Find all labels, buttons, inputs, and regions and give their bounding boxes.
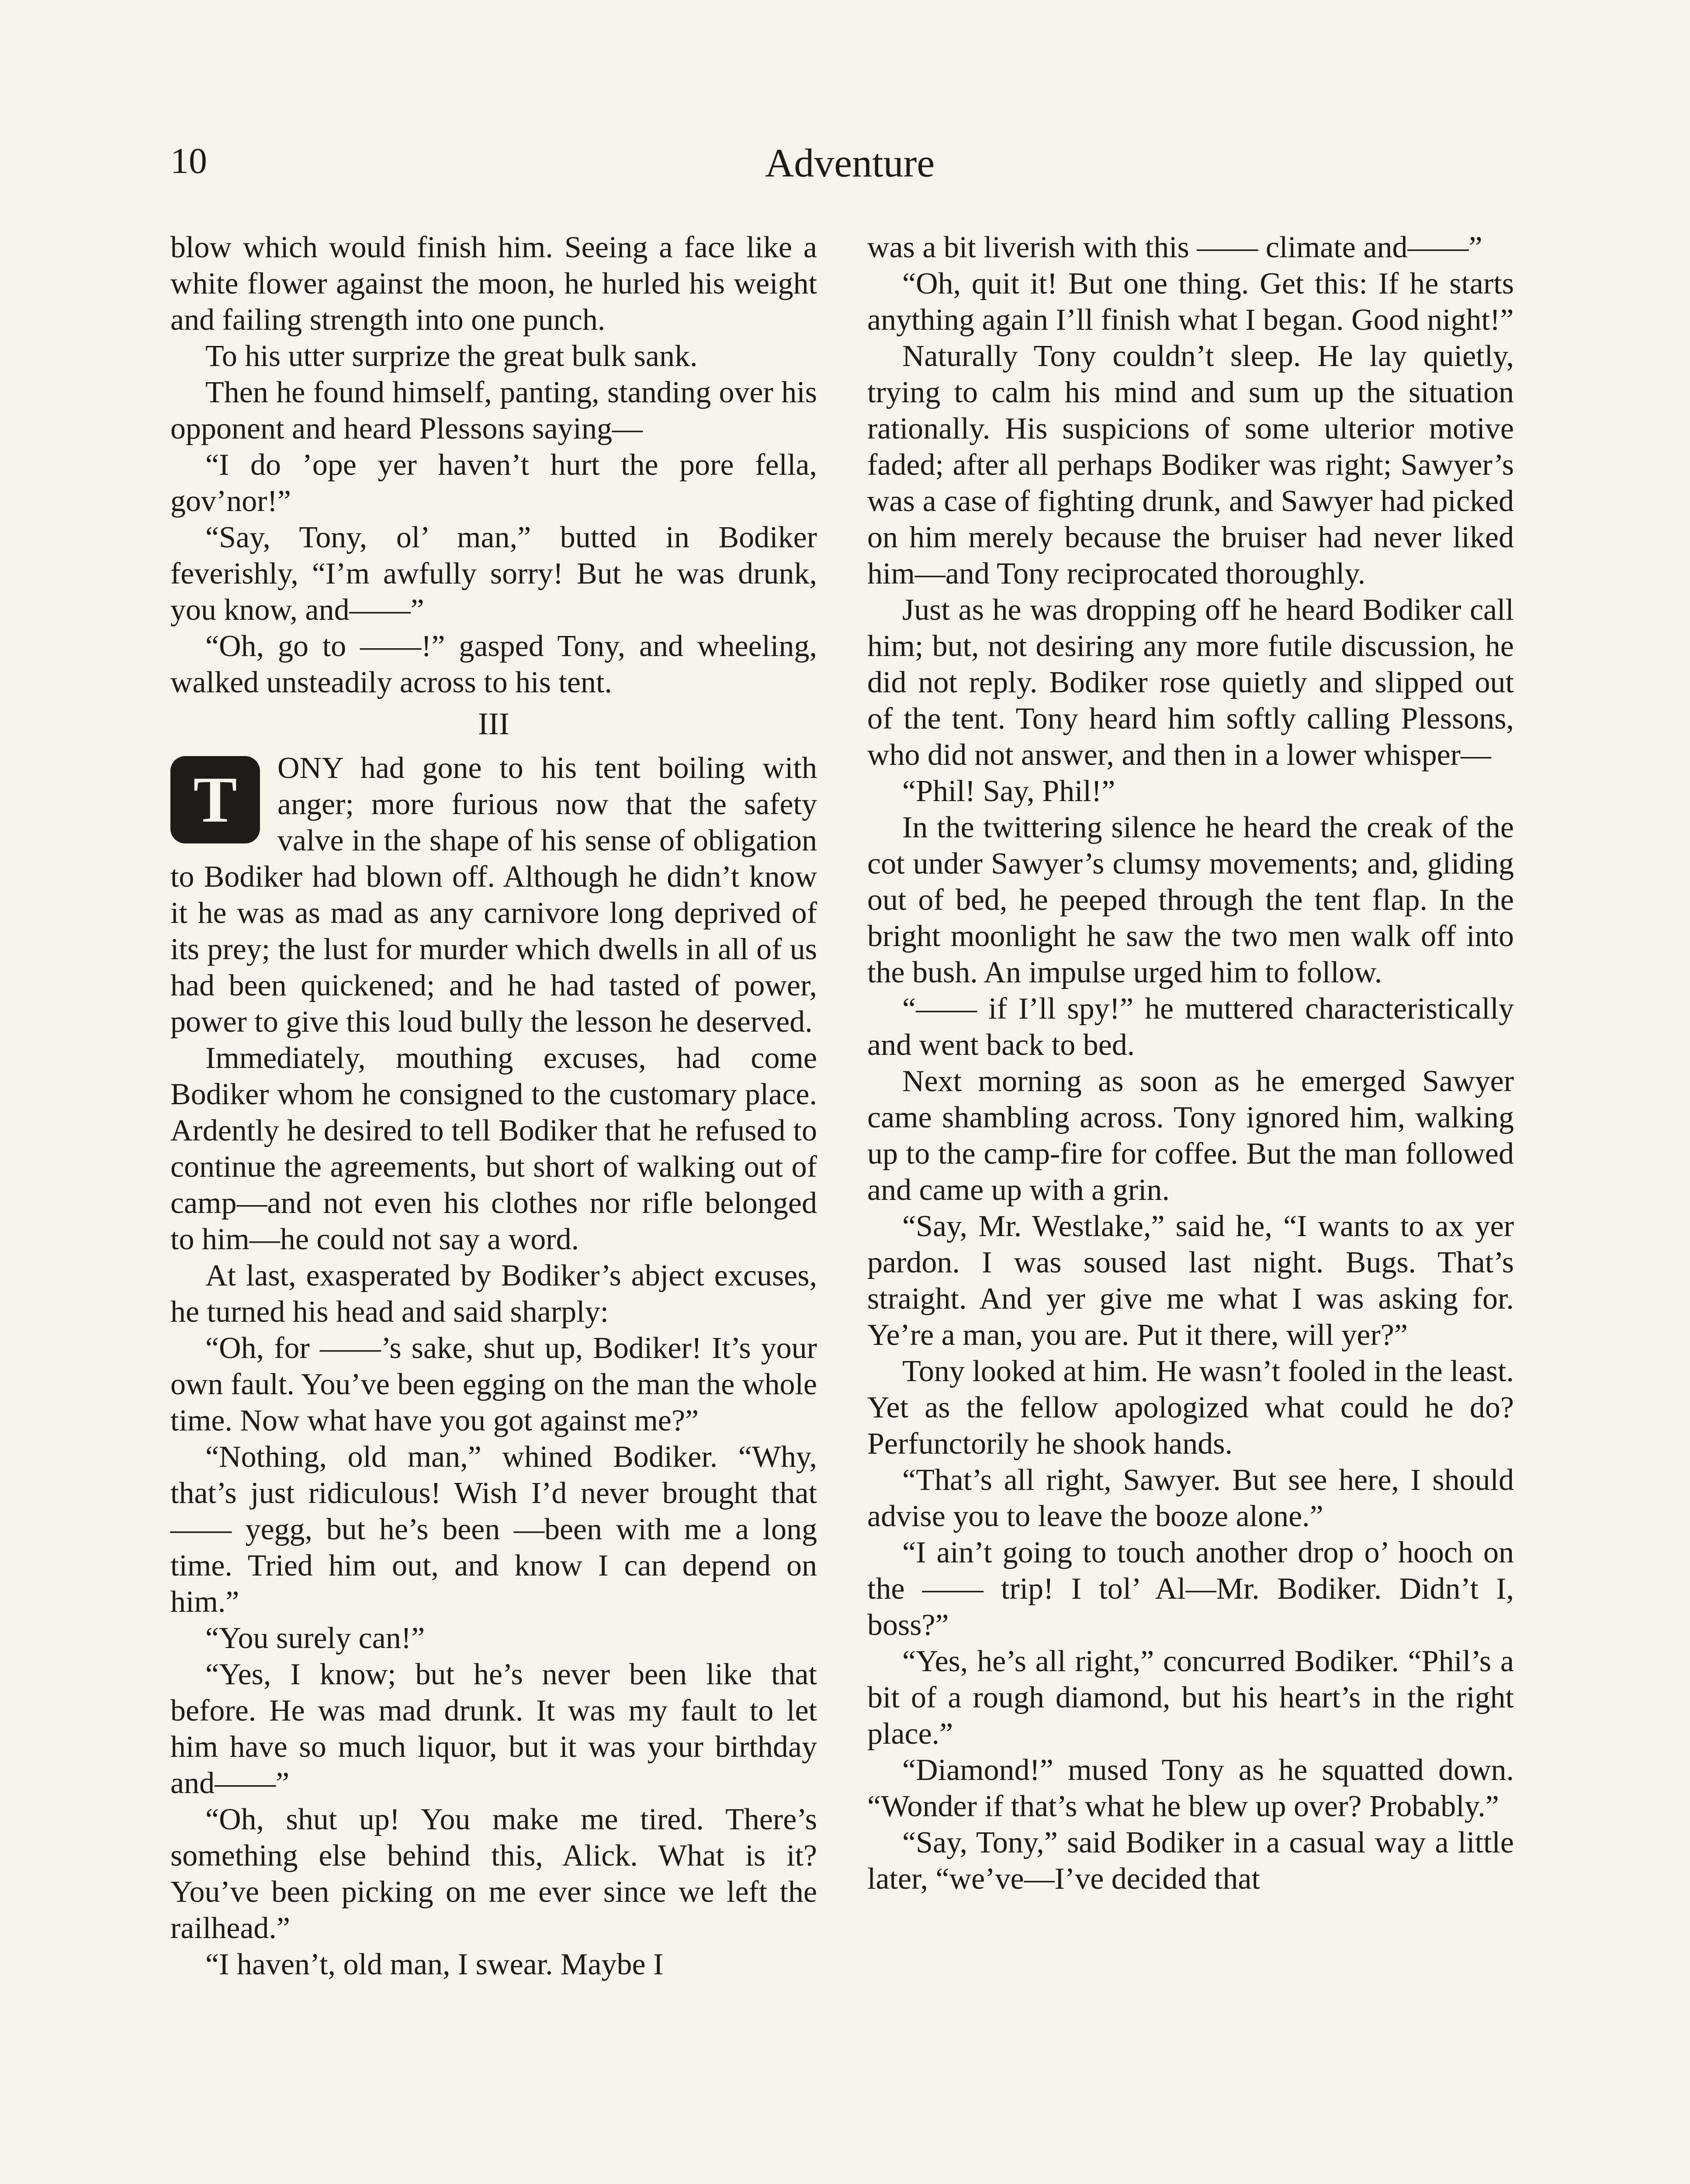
running-title: Adventure bbox=[765, 141, 935, 185]
paragraph: “Oh, go to ——!” gasped Tony, and wheeling, walked unsteadily across to his tent. bbox=[170, 629, 817, 699]
paragraph: Just as he was dropping off he heard Bodiker call him; but, not desiring any more futile discussion, he did not reply. Bodiker rose quietly and slipped out of the tent. Tony heard him softly calling Plessons, who did not answer, and then in a lower whisper— bbox=[867, 593, 1514, 772]
page-number: 10 bbox=[170, 141, 207, 181]
paragraph-text: ONY had gone to his tent boiling with anger; more furious now that the safety valve in the shape of his sense of obligation to Bodiker had blown off. Although he didn’t know it he was as mad as any carnivore long deprived of its prey; the lust for murder which dwells in all of us had been quickened; and he had tasted of power, power to give this loud bully the lesson he deserved. bbox=[170, 751, 817, 1039]
paragraph bbox=[170, 750, 817, 1040]
paragraph: “I do ’ope yer haven’t hurt the pore fella, gov’nor!” bbox=[170, 448, 817, 518]
paragraph: “That’s all right, Sawyer. But see here, I should advise you to leave the booze alone.” bbox=[867, 1463, 1514, 1533]
paragraph: blow which would finish him. Seeing a face like a white flower against the moon, he hurled his weight and failing strength into one punch. bbox=[170, 231, 817, 337]
paragraph: “Oh, shut up! You make me tired. There’s something else behind this, Alick. What is it? You’ve been picking on me ever since we left the railhead.” bbox=[170, 1803, 817, 1945]
paragraph: “You surely can!” bbox=[205, 1621, 425, 1655]
paragraph: “Say, Mr. Westlake,” said he, “I wants to ax yer pardon. I was soused last night. Bugs. That’s straight. And yer give me what I was asking for. Ye’re a man, you are. Put it there, will yer?” bbox=[867, 1209, 1514, 1352]
paragraph: “Say, Tony, ol’ man,” butted in Bodiker feverishly, “I’m awfully sorry! But he was drunk, you know, and——” bbox=[170, 521, 817, 627]
paragraph: Then he found himself, panting, standing over his opponent and heard Plessons saying— bbox=[170, 376, 817, 446]
paragraph: “Yes, he’s all right,” concurred Bodiker. “Phil’s a bit of a rough diamond, but his heart’s in the right place.” bbox=[867, 1645, 1514, 1751]
paragraph: “—— if I’ll spy!” he muttered characteristically and went back to bed. bbox=[867, 992, 1514, 1062]
paragraph: “Oh, quit it! But one thing. Get this: If he starts anything again I’ll finish what I began. Good night!” bbox=[867, 267, 1514, 337]
paragraph: Naturally Tony couldn’t sleep. He lay quietly, trying to calm his mind and sum up the situation rationally. His suspicions of some ulterior motive faded; after all perhaps Bodiker was right; Sawyer’s was a case of fighting drunk, and Sawyer had picked on him merely because the bruiser had never liked him—and Tony reciprocated thoroughly. bbox=[867, 339, 1514, 591]
paragraph: In the twittering silence he heard the creak of the cot under Sawyer’s clumsy movements; and, gliding out of bed, he peeped through the tent flap. In the bright moonlight he saw the two men walk off into the bush. An impulse urged him to follow. bbox=[867, 811, 1514, 989]
paragraph: “I ain’t going to touch another drop o’ hooch on the —— trip! I tol’ Al—Mr. Bodiker. Didn’t I, boss?” bbox=[867, 1536, 1514, 1642]
paragraph: Next morning as soon as he emerged Sawyer came shambling across. Tony ignored him, walking up to the camp-fire for coffee. But the man followed and came up with a grin. bbox=[867, 1064, 1514, 1207]
paragraph: “Say, Tony,” said Bodiker in a casual way a little later, “we’ve—I’ve decided that bbox=[867, 1826, 1514, 1896]
paragraph: “Oh, for ——’s sake, shut up, Bodiker! It’s your own fault. You’ve been egging on the man the whole time. Now what have you got against me?” bbox=[170, 1331, 817, 1438]
paragraph: Tony looked at him. He wasn’t fooled in the least. Yet as the fellow apologized what could he do? Perfunctorily he shook hands. bbox=[867, 1355, 1514, 1461]
right-column bbox=[867, 229, 1514, 1897]
paragraph: Immediately, mouthing excuses, had come Bodiker whom he consigned to the customary place. Ardently he desired to tell Bodiker that he refused to continue the agreements, but short of walking out of camp—and not even his clothes nor rifle belonged to him—he could not say a word. bbox=[170, 1041, 817, 1256]
paragraph: “Yes, I know; but he’s never been like that before. He was mad drunk. It was my fault to let him have so much liquor, but it was your birthday and——” bbox=[170, 1658, 817, 1800]
drop-cap: T bbox=[170, 756, 260, 843]
left-column bbox=[170, 229, 817, 1983]
paragraph: To his utter surprize the great bulk sank. bbox=[205, 339, 698, 373]
paragraph: “Nothing, old man,” whined Bodiker. “Why, that’s just ridiculous! Wish I’d never brought that —— yegg, but he’s been —been with me a long time. Tried him out, and know I can depend on him.” bbox=[170, 1440, 817, 1619]
page-header bbox=[170, 140, 1529, 205]
section-number: III bbox=[478, 706, 509, 741]
paragraph: At last, exasperated by Bodiker’s abject excuses, he turned his head and said sharply: bbox=[170, 1259, 817, 1329]
paragraph: “Phil! Say, Phil!” bbox=[902, 774, 1115, 808]
paragraph: “Diamond!” mused Tony as he squatted down. “Wonder if that’s what he blew up over? Probably.” bbox=[867, 1753, 1514, 1823]
paragraph: “I haven’t, old man, I swear. Maybe I bbox=[205, 1948, 664, 1981]
paragraph: was a bit liverish with this —— climate and——” bbox=[867, 231, 1482, 264]
